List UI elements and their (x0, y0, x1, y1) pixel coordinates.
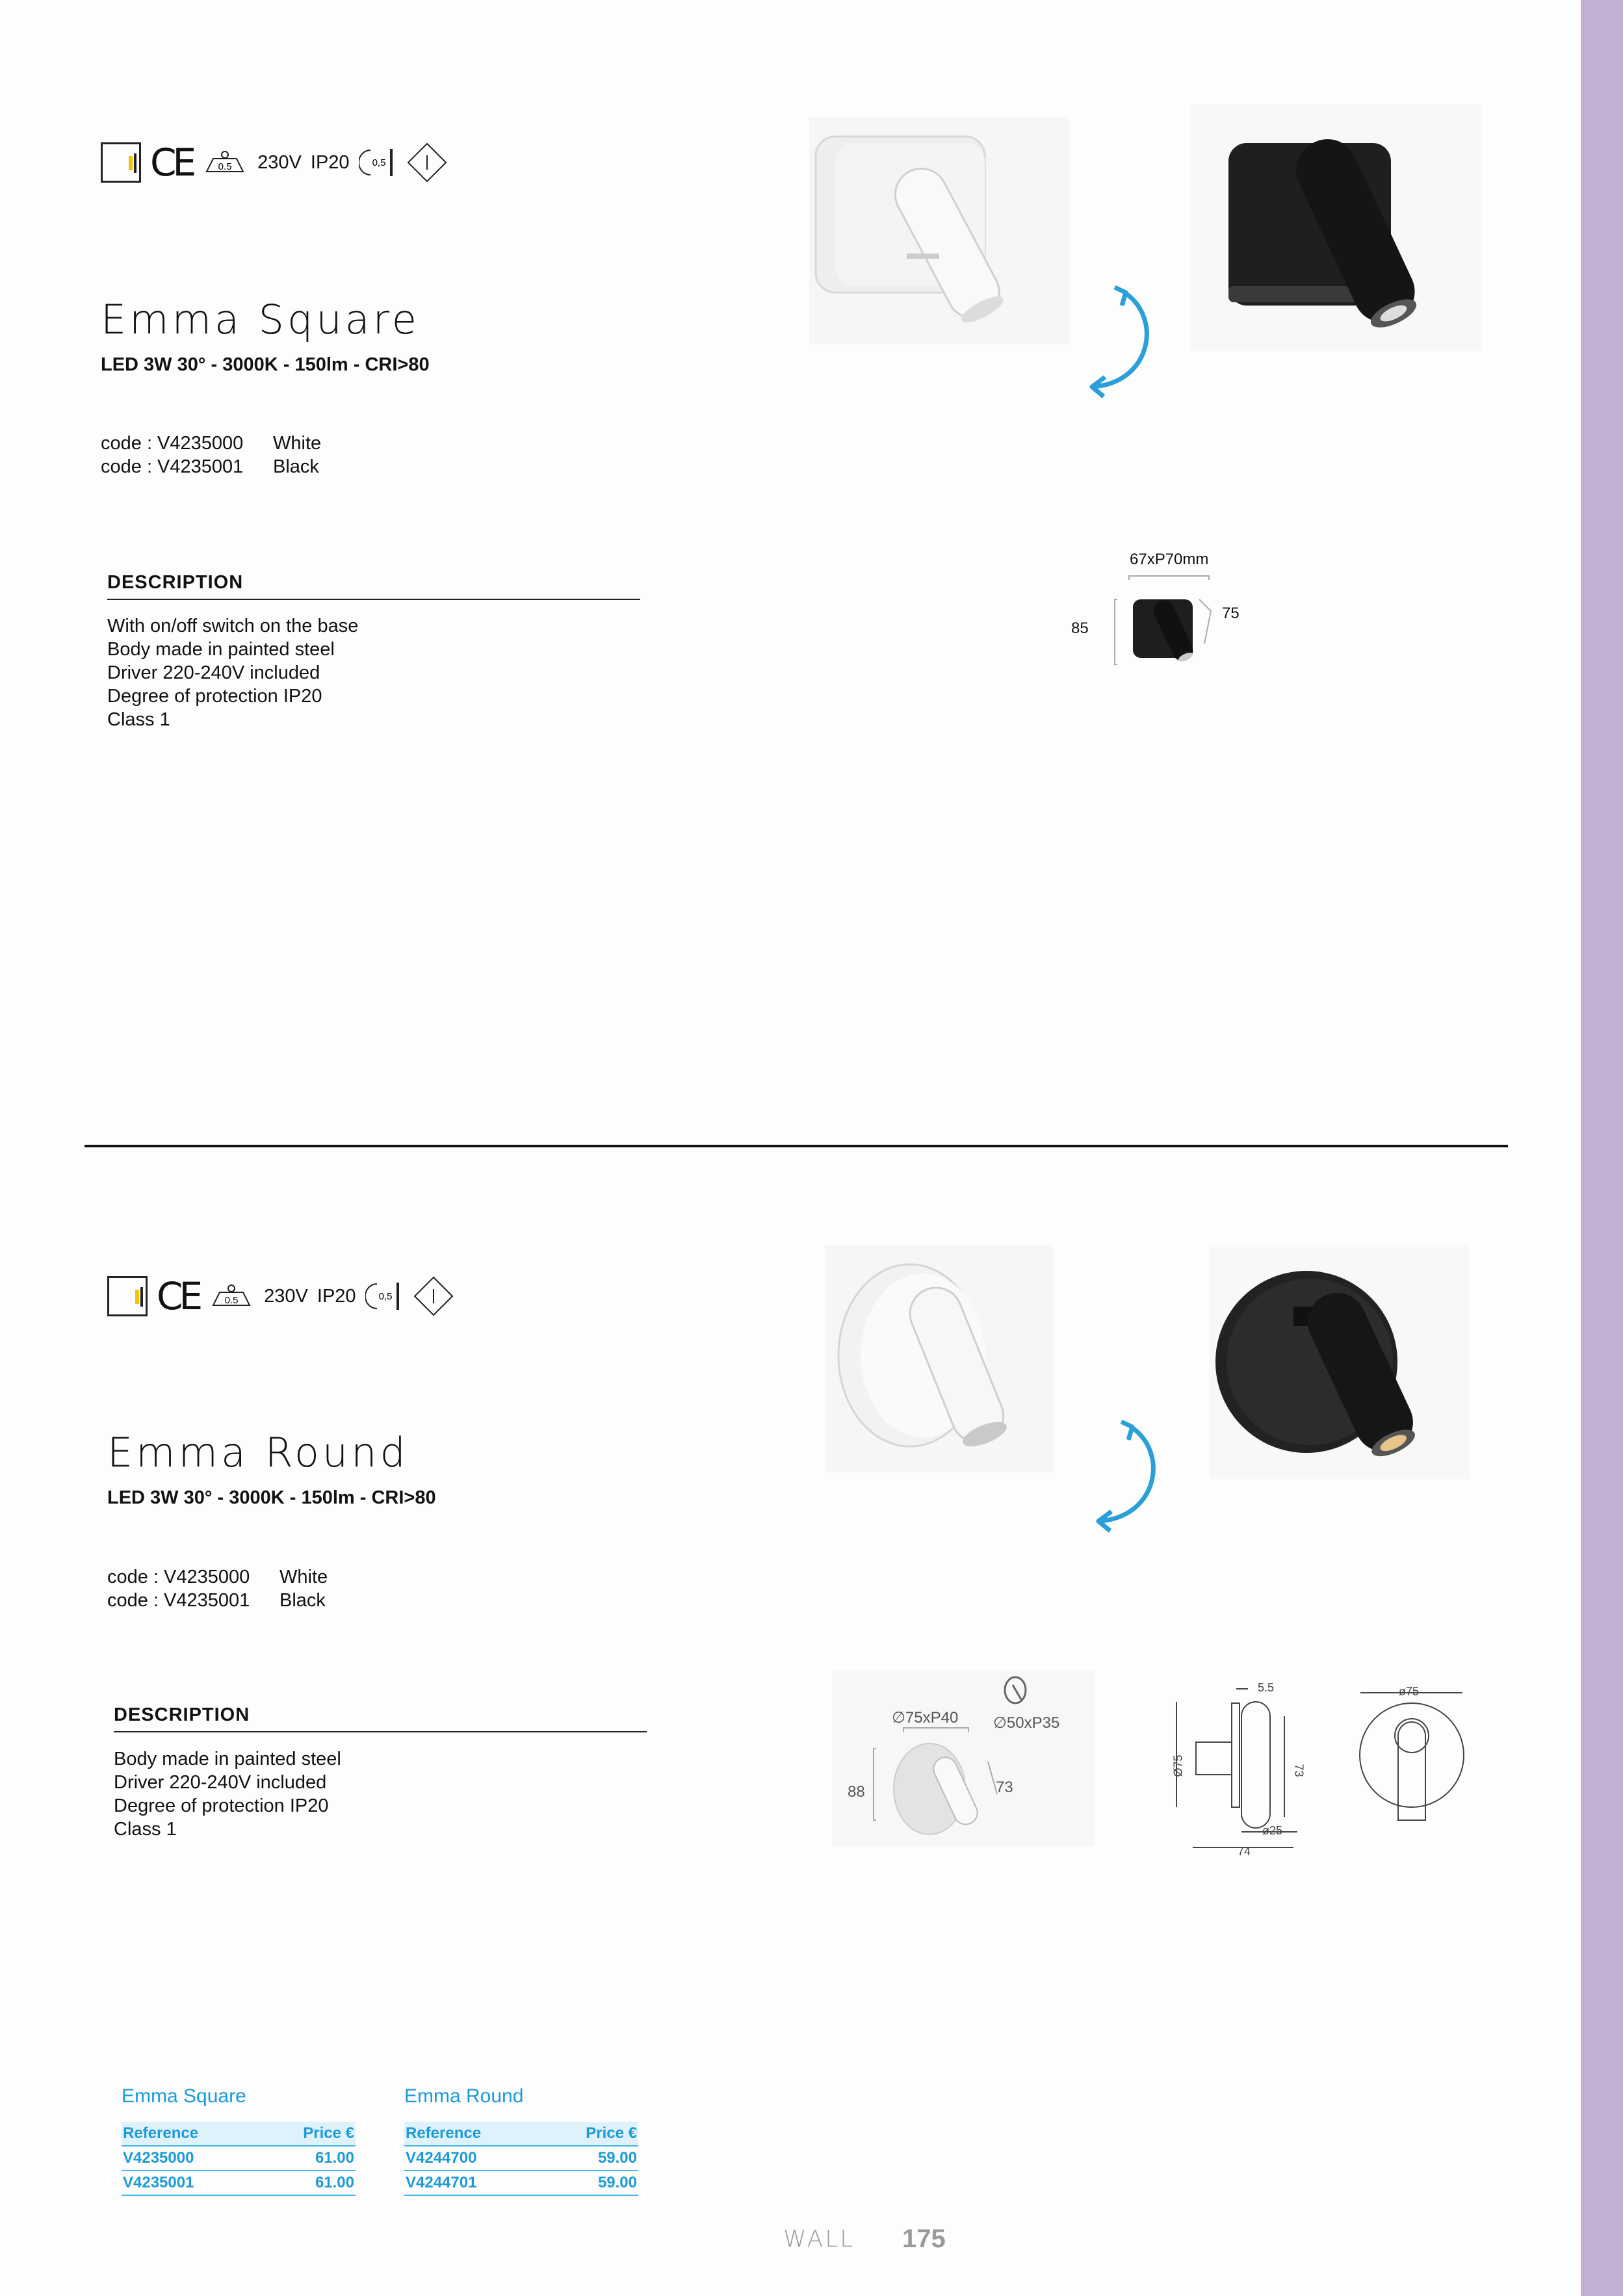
row-reference: V4235000 (123, 2149, 194, 2167)
price-table-header (122, 2122, 356, 2146)
ce-mark-icon: CE (150, 140, 193, 185)
code-color: White (279, 1567, 328, 1587)
code-color: Black (279, 1590, 326, 1611)
technical-drawing-front (1355, 1684, 1469, 1827)
product-photo-white-square (809, 117, 1069, 345)
price-table-header (404, 2122, 638, 2146)
description-heading: DESCRIPTION (107, 572, 640, 600)
tech-dim-tube: ø25 (1262, 1824, 1283, 1837)
header-price: Price € (586, 2124, 637, 2142)
distance-icon (208, 1283, 255, 1309)
side-band (1581, 0, 1623, 2296)
product-title: Emma Square (101, 296, 420, 343)
code-item: code : V4235001 (101, 456, 244, 477)
led-class-icon (101, 142, 141, 183)
cert-icons-square (101, 140, 447, 185)
dimension-right: 73 (996, 1779, 1013, 1796)
product-photo-white-round (825, 1245, 1053, 1472)
rotate-arrow-icon (1085, 1414, 1170, 1537)
description-line: Body made in painted steel (107, 639, 335, 660)
product-title: Emma Round (107, 1429, 409, 1476)
product-spec: LED 3W 30° - 3000K - 150lm - CRI>80 (107, 1487, 436, 1508)
tech-dim-height: 73 (1292, 1764, 1306, 1777)
section-divider (84, 1145, 1508, 1147)
voltage-label: 230V (264, 1285, 308, 1307)
distance-label: 0.5 (224, 1295, 239, 1306)
table-row (404, 2146, 638, 2171)
led-class-icon (107, 1276, 148, 1316)
code-color: Black (273, 456, 319, 477)
distance-icon (201, 150, 248, 176)
beam-distance-icon (359, 146, 398, 179)
page-number: 175 (902, 2224, 946, 2253)
technical-drawing-side (1170, 1677, 1306, 1859)
voltage-label: 230V (257, 151, 302, 173)
distance-label: 0.5 (218, 161, 232, 172)
price-table-round (404, 2085, 638, 2196)
header-reference: Reference (123, 2124, 199, 2142)
row-price: 59.00 (597, 2149, 637, 2167)
beam-distance-label: 0,5 (378, 1291, 392, 1302)
description-list (114, 1747, 341, 1841)
tech-dim-front-diameter: ø75 (1399, 1685, 1420, 1698)
header-reference: Reference (406, 2124, 482, 2142)
class-diamond-icon (407, 142, 447, 183)
code-list (107, 1565, 357, 1612)
class-diamond-icon (413, 1276, 454, 1316)
description-line: With on/off switch on the base (107, 616, 359, 636)
row-price: 59.00 (597, 2174, 637, 2191)
row-reference: V4244701 (406, 2174, 477, 2191)
header-price: Price € (303, 2124, 354, 2142)
description-list (107, 614, 358, 731)
tech-dim-depth: 5.5 (1258, 1681, 1275, 1694)
code-item: code : V4235000 (107, 1567, 250, 1587)
price-table-title: Emma Square (122, 2085, 246, 2107)
table-row (122, 2146, 356, 2171)
dimension-drawing-square (1108, 572, 1225, 670)
row-price: 61.00 (315, 2174, 354, 2191)
product-spec: LED 3W 30° - 3000K - 150lm - CRI>80 (101, 354, 430, 375)
dimension-top: 67xP70mm (1130, 551, 1209, 568)
rotate-arrow-icon (1079, 280, 1163, 403)
code-color: White (273, 433, 322, 454)
tech-dim-diameter: Ø75 (1171, 1755, 1185, 1777)
ip-label: IP20 (310, 151, 350, 173)
product-photo-black-square (1189, 104, 1482, 351)
description-line: Degree of protection IP20 (107, 686, 322, 707)
ip-label: IP20 (317, 1285, 356, 1307)
code-item: code : V4235000 (101, 433, 244, 454)
description-line: Driver 220-240V included (107, 662, 320, 683)
dimension-left: 88 (848, 1783, 865, 1801)
description-line: Degree of protection IP20 (114, 1795, 329, 1816)
description-line: Driver 220-240V included (114, 1772, 327, 1793)
table-row (404, 2171, 638, 2196)
description-line: Class 1 (114, 1819, 177, 1840)
code-item: code : V4235001 (107, 1590, 250, 1611)
dimension-cut-b: ∅50xP35 (993, 1714, 1060, 1732)
installation-drawing (832, 1671, 1095, 1846)
footer-section-label: WALL (783, 2226, 855, 2252)
description-line: Class 1 (107, 709, 170, 730)
product-photo-black-round (1209, 1245, 1469, 1479)
row-reference: V4244700 (406, 2149, 477, 2167)
beam-distance-label: 0,5 (372, 157, 385, 168)
ce-mark-icon: CE (157, 1274, 200, 1318)
cert-icons-round (107, 1274, 454, 1318)
dimension-left: 85 (1071, 620, 1089, 637)
description-line: Body made in painted steel (114, 1749, 341, 1769)
description-heading: DESCRIPTION (114, 1704, 647, 1732)
dimension-right: 75 (1222, 605, 1240, 622)
price-table-square (122, 2085, 356, 2196)
code-list (101, 432, 351, 478)
beam-distance-icon (365, 1280, 404, 1312)
dimension-cut-a: ∅75xP40 (892, 1709, 959, 1727)
row-price: 61.00 (315, 2149, 354, 2167)
price-table-title: Emma Round (404, 2085, 524, 2107)
table-row (122, 2171, 356, 2196)
row-reference: V4235001 (123, 2174, 194, 2191)
tech-dim-length: 74 (1238, 1845, 1251, 1858)
